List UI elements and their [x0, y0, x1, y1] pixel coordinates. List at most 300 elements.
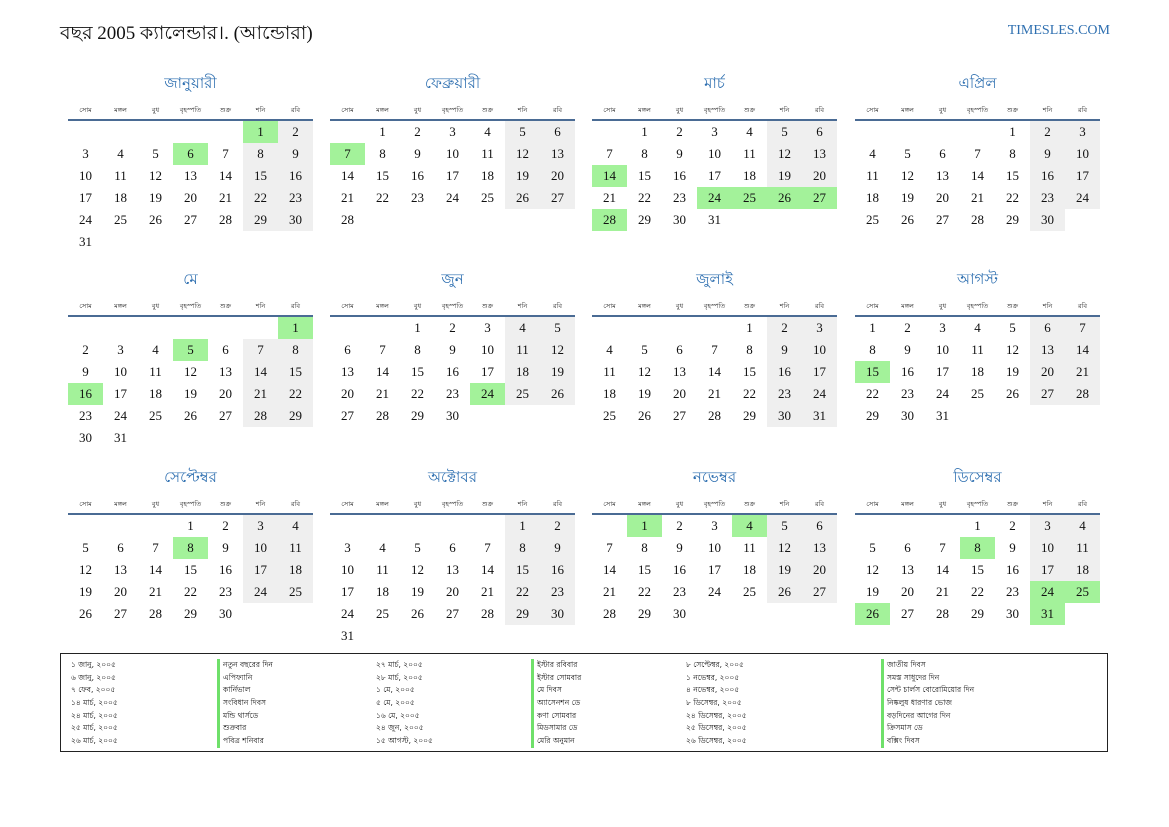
day-cell: 30	[767, 405, 802, 427]
day-cell: 12	[767, 537, 802, 559]
day-cell: 8	[746, 342, 753, 357]
day-cell: 16	[446, 364, 459, 379]
holiday-day-cell: 1	[627, 515, 662, 537]
empty-cell	[208, 317, 243, 339]
weekday-label: মঙ্গল	[114, 106, 127, 114]
day-cell: 30	[446, 408, 459, 423]
day-cell: 28	[243, 405, 278, 427]
day-cell: 30	[673, 212, 686, 227]
day-cell: 8	[414, 342, 421, 357]
day-cell: 1	[187, 518, 194, 533]
legend-date: ৮ ডিসেম্বর, ২০০৫	[686, 698, 742, 708]
day-cell: 25	[743, 584, 756, 599]
legend-date: ৮ সেপ্টেম্বর, ২০০৫	[686, 660, 744, 669]
day-cell: 22	[376, 190, 389, 205]
day-cell: 29	[184, 606, 197, 621]
month-title: জুন	[441, 272, 464, 288]
day-cell: 14	[376, 364, 389, 379]
day-cell: 28	[936, 606, 949, 621]
weekday-label: মঙ্গল	[376, 106, 389, 114]
day-cell: 7	[974, 146, 981, 161]
day-cell: 6	[802, 121, 837, 143]
legend-date: ২৪ জুন, ২০০৫	[376, 723, 424, 733]
day-cell: 20	[184, 190, 197, 205]
day-cell: 23	[446, 386, 459, 401]
empty-cell	[890, 515, 925, 537]
holiday-day-cell: 27	[802, 187, 837, 209]
day-cell: 11	[743, 540, 756, 555]
month-title: মার্চ	[704, 76, 725, 92]
day-cell: 10	[1030, 537, 1065, 559]
day-cell: 19	[505, 165, 540, 187]
weekday-label: শনি	[1042, 500, 1053, 508]
holiday-day-cell: 28	[592, 209, 627, 231]
month-block	[330, 268, 576, 458]
day-cell: 20	[540, 165, 575, 187]
weekday-label: সোম	[79, 500, 92, 508]
day-cell: 9	[676, 146, 683, 161]
day-cell: 12	[1006, 342, 1019, 357]
day-cell: 24	[114, 408, 127, 423]
day-cell: 29	[866, 408, 879, 423]
legend-date-column	[71, 659, 118, 748]
day-cell: 6	[117, 540, 124, 555]
empty-cell	[68, 121, 103, 143]
legend-date: ১৪ মার্চ, ২০০৫	[71, 698, 118, 708]
weekday-label: মঙ্গল	[114, 302, 127, 310]
day-cell: 17	[79, 190, 92, 205]
day-cell: 29	[243, 209, 278, 231]
day-cell: 11	[114, 168, 127, 183]
day-cell: 24	[802, 383, 837, 405]
day-cell: 3	[243, 515, 278, 537]
empty-cell	[330, 121, 365, 143]
day-cell: 20	[936, 190, 949, 205]
weekday-header	[592, 301, 837, 314]
legend-holiday-name: মেরি অনুমান	[531, 735, 581, 748]
day-cell: 16	[219, 562, 232, 577]
day-cell: 15	[638, 168, 651, 183]
day-cell: 15	[184, 562, 197, 577]
day-cell: 13	[341, 364, 354, 379]
day-cell: 16	[540, 559, 575, 581]
day-cell: 31	[936, 408, 949, 423]
day-cell: 7	[222, 146, 229, 161]
day-cell: 19	[767, 165, 802, 187]
day-cell: 21	[376, 386, 389, 401]
empty-cell	[855, 515, 890, 537]
day-cell: 24	[79, 212, 92, 227]
day-cell: 22	[638, 190, 651, 205]
day-cell: 21	[936, 584, 949, 599]
day-cell: 11	[603, 364, 616, 379]
month-block	[592, 268, 838, 458]
weekday-label: মঙ্গল	[901, 500, 914, 508]
day-cell: 24	[1065, 187, 1100, 209]
day-cell: 3	[1030, 515, 1065, 537]
day-cell: 31	[802, 405, 837, 427]
site-link[interactable]: TIMESLES.COM	[1007, 23, 1110, 38]
day-cell: 14	[243, 361, 278, 383]
day-cell: 15	[505, 559, 540, 581]
weekday-label: সোম	[341, 106, 354, 114]
month-title: ফেব্রুয়ারী	[424, 76, 481, 92]
day-cell: 26	[411, 606, 424, 621]
day-cell: 1	[869, 320, 876, 335]
legend-holiday-name: সমস্ত সাধুদের দিন	[881, 672, 974, 685]
day-cell: 22	[743, 386, 756, 401]
day-cell: 22	[278, 383, 313, 405]
holiday-day-cell: 25	[732, 187, 767, 209]
day-cell: 28	[376, 408, 389, 423]
day-cell: 13	[673, 364, 686, 379]
weekday-label: বৃহস্পতি	[966, 500, 989, 508]
holiday-day-cell: 5	[173, 339, 208, 361]
weekday-label: বুধ	[151, 302, 160, 310]
day-cell: 29	[278, 405, 313, 427]
day-cell: 16	[673, 168, 686, 183]
empty-cell	[400, 515, 435, 537]
day-cell: 4	[152, 342, 159, 357]
day-cell: 10	[936, 342, 949, 357]
day-cell: 25	[149, 408, 162, 423]
weekday-label: মঙ্গল	[376, 302, 389, 310]
empty-cell	[68, 317, 103, 339]
day-cell: 8	[379, 146, 386, 161]
legend-date: ২৪ মার্চ, ২০০৫	[71, 710, 118, 720]
day-cell: 27	[673, 408, 686, 423]
day-cell: 29	[505, 603, 540, 625]
holiday-day-cell: 14	[592, 165, 627, 187]
weekday-header	[68, 105, 313, 118]
day-cell: 9	[82, 364, 89, 379]
weekday-label: বুধ	[938, 500, 947, 508]
day-cell: 17	[341, 584, 354, 599]
day-cell: 6	[802, 515, 837, 537]
day-cell: 15	[1006, 168, 1019, 183]
day-cell: 21	[708, 386, 721, 401]
day-grid	[855, 317, 1100, 427]
day-cell: 4	[278, 515, 313, 537]
weekday-header	[330, 105, 575, 118]
day-cell: 27	[341, 408, 354, 423]
day-cell: 16	[901, 364, 914, 379]
day-cell: 7	[243, 339, 278, 361]
weekday-label: শনি	[255, 106, 266, 114]
page-title: বছর 2005 ক্যালেন্ডার।. (আন্ডোরা)	[60, 23, 313, 44]
weekday-label: রবি	[290, 302, 301, 310]
day-grid	[592, 515, 837, 625]
day-cell: 21	[341, 190, 354, 205]
day-cell: 4	[1065, 515, 1100, 537]
legend-holiday-name: ক্রিসমাস ডে	[881, 722, 974, 735]
day-cell: 25	[114, 212, 127, 227]
empty-cell	[138, 317, 173, 339]
legend-holiday-name: ইস্টার রবিবার	[531, 659, 581, 672]
day-cell: 26	[1006, 386, 1019, 401]
day-cell: 3	[939, 320, 946, 335]
day-cell: 28	[149, 606, 162, 621]
legend-date: ৭ ফেব, ২০০৫	[71, 685, 116, 695]
weekday-label: শনি	[1042, 302, 1053, 310]
day-cell: 28	[481, 606, 494, 621]
weekday-label: মঙ্গল	[638, 500, 651, 508]
legend-date: ১ জানু, ২০০৫	[71, 660, 116, 669]
day-cell: 9	[222, 540, 229, 555]
day-cell: 10	[708, 146, 721, 161]
day-cell: 20	[219, 386, 232, 401]
day-cell: 17	[243, 559, 278, 581]
month-title: ডিসেম্বর	[953, 470, 1002, 486]
day-grid	[68, 515, 313, 625]
month-title: সেপ্টেম্বর	[164, 470, 217, 486]
day-cell: 23	[1006, 584, 1019, 599]
day-cell: 1	[974, 518, 981, 533]
legend-holiday-name: নতুন বছরের দিন	[217, 659, 273, 672]
legend-date: ১৬ মে, ২০০৫	[376, 710, 420, 720]
weekday-label: শনি	[517, 106, 528, 114]
day-cell: 2	[414, 124, 421, 139]
day-cell: 8	[1009, 146, 1016, 161]
day-cell: 30	[1030, 209, 1065, 231]
day-cell: 31	[114, 430, 127, 445]
day-cell: 28	[341, 212, 354, 227]
day-cell: 25	[278, 581, 313, 603]
day-cell: 20	[673, 386, 686, 401]
day-cell: 19	[1006, 364, 1019, 379]
weekday-label: শুক্র	[743, 500, 756, 508]
legend-date: ১ নভেম্বর, ২০০৫	[686, 672, 740, 682]
day-cell: 27	[802, 581, 837, 603]
weekday-label: রবি	[814, 106, 825, 114]
day-cell: 10	[79, 168, 92, 183]
day-cell: 12	[767, 143, 802, 165]
day-cell: 15	[376, 168, 389, 183]
legend-date-column	[686, 659, 747, 748]
day-cell: 22	[971, 584, 984, 599]
day-cell: 18	[971, 364, 984, 379]
legend-date: ২৮ মার্চ, ২০০৫	[376, 672, 423, 682]
month-title: জানুয়ারী	[164, 76, 217, 92]
weekday-label: মঙ্গল	[114, 500, 127, 508]
legend-name-column	[531, 659, 581, 748]
weekday-header	[855, 301, 1100, 314]
weekday-label: শুক্র	[219, 500, 232, 508]
day-cell: 2	[1009, 518, 1016, 533]
empty-cell	[68, 515, 103, 537]
day-cell: 20	[114, 584, 127, 599]
day-cell: 20	[446, 584, 459, 599]
day-cell: 17	[936, 364, 949, 379]
day-cell: 1	[746, 320, 753, 335]
day-cell: 2	[82, 342, 89, 357]
day-cell: 27	[1030, 383, 1065, 405]
legend-holiday-name: পবিত্র শনিবার	[217, 735, 273, 748]
weekday-label: রবি	[814, 500, 825, 508]
weekday-label: বৃহস্পতি	[441, 106, 464, 114]
day-cell: 28	[971, 212, 984, 227]
legend-date-column	[376, 659, 433, 748]
day-cell: 19	[638, 386, 651, 401]
day-cell: 2	[540, 515, 575, 537]
legend-name-column	[217, 659, 273, 748]
weekday-label: বুধ	[938, 106, 947, 114]
weekday-label: শনি	[517, 302, 528, 310]
holiday-day-cell: 4	[732, 515, 767, 537]
day-cell: 1	[379, 124, 386, 139]
holiday-legend	[60, 653, 1108, 752]
day-grid	[330, 121, 575, 231]
day-cell: 2	[1030, 121, 1065, 143]
day-cell: 3	[484, 320, 491, 335]
month-title: জুলাই	[696, 272, 733, 288]
weekday-label: বৃহস্পতি	[179, 302, 202, 310]
day-cell: 10	[708, 540, 721, 555]
day-cell: 28	[603, 606, 616, 621]
day-cell: 4	[379, 540, 386, 555]
weekday-label: বৃহস্পতি	[441, 302, 464, 310]
day-cell: 14	[481, 562, 494, 577]
month-block	[330, 466, 576, 656]
day-cell: 2	[676, 124, 683, 139]
day-cell: 30	[1006, 606, 1019, 621]
weekday-header	[855, 105, 1100, 118]
day-cell: 2	[767, 317, 802, 339]
day-cell: 20	[901, 584, 914, 599]
day-cell: 5	[904, 146, 911, 161]
legend-date: ১ মে, ২০০৫	[376, 685, 415, 695]
day-cell: 12	[866, 562, 879, 577]
day-cell: 3	[711, 518, 718, 533]
weekday-label: শনি	[517, 500, 528, 508]
weekday-label: শুক্র	[219, 302, 232, 310]
day-cell: 12	[540, 339, 575, 361]
weekday-label: শনি	[779, 302, 790, 310]
weekday-label: শনি	[1042, 106, 1053, 114]
day-cell: 6	[344, 342, 351, 357]
day-cell: 9	[676, 540, 683, 555]
day-cell: 7	[711, 342, 718, 357]
month-title: মে	[183, 272, 198, 288]
weekday-label: বুধ	[151, 500, 160, 508]
weekday-label: রবি	[814, 302, 825, 310]
day-cell: 28	[219, 212, 232, 227]
day-cell: 13	[184, 168, 197, 183]
day-cell: 19	[79, 584, 92, 599]
day-cell: 11	[505, 339, 540, 361]
day-cell: 15	[411, 364, 424, 379]
holiday-day-cell: 31	[1030, 603, 1065, 625]
weekday-label: বৃহস্পতি	[703, 106, 726, 114]
legend-holiday-name: অ্যাসেনশন ডে	[531, 697, 581, 710]
weekday-label: রবি	[290, 500, 301, 508]
day-cell: 6	[540, 121, 575, 143]
day-cell: 13	[901, 562, 914, 577]
day-cell: 1	[505, 515, 540, 537]
weekday-label: সোম	[866, 500, 879, 508]
day-cell: 18	[505, 361, 540, 383]
day-cell: 8	[505, 537, 540, 559]
month-block	[68, 268, 314, 458]
holiday-day-cell: 7	[330, 143, 365, 165]
day-cell: 14	[149, 562, 162, 577]
day-cell: 12	[901, 168, 914, 183]
day-cell: 13	[802, 143, 837, 165]
month-block	[592, 466, 838, 656]
day-cell: 12	[505, 143, 540, 165]
month-block	[330, 72, 576, 262]
weekday-label: রবি	[1077, 302, 1088, 310]
day-cell: 15	[971, 562, 984, 577]
day-cell: 21	[971, 190, 984, 205]
holiday-day-cell: 25	[1065, 581, 1100, 603]
holiday-day-cell: 6	[173, 143, 208, 165]
empty-cell	[243, 317, 278, 339]
day-grid	[855, 515, 1100, 625]
day-cell: 22	[505, 581, 540, 603]
day-cell: 21	[1065, 361, 1100, 383]
weekday-label: সোম	[341, 302, 354, 310]
day-cell: 3	[82, 146, 89, 161]
legend-holiday-name: বড়দিনের আগের দিন	[881, 710, 974, 723]
empty-cell	[435, 515, 470, 537]
day-cell: 18	[278, 559, 313, 581]
day-cell: 20	[802, 559, 837, 581]
legend-date: ২৬ মার্চ, ২০০৫	[71, 736, 118, 746]
legend-holiday-name: কণা সোমবার	[531, 710, 581, 723]
weekday-label: বৃহস্পতি	[179, 500, 202, 508]
holiday-day-cell: 24	[1030, 581, 1065, 603]
month-title: নভেম্বর	[692, 470, 737, 486]
day-cell: 16	[1006, 562, 1019, 577]
day-cell: 11	[278, 537, 313, 559]
day-cell: 31	[79, 234, 92, 249]
day-cell: 28	[708, 408, 721, 423]
day-cell: 11	[376, 562, 389, 577]
day-cell: 5	[505, 121, 540, 143]
day-cell: 9	[414, 146, 421, 161]
day-cell: 3	[117, 342, 124, 357]
legend-holiday-name: এপিফ্যানি	[217, 672, 273, 685]
empty-cell	[330, 515, 365, 537]
day-cell: 26	[149, 212, 162, 227]
weekday-label: মঙ্গল	[901, 302, 914, 310]
day-cell: 3	[802, 317, 837, 339]
day-cell: 6	[676, 342, 683, 357]
empty-cell	[592, 121, 627, 143]
holiday-day-cell: 1	[243, 121, 278, 143]
weekday-label: শনি	[779, 106, 790, 114]
weekday-label: মঙ্গল	[638, 302, 651, 310]
day-cell: 9	[1030, 143, 1065, 165]
day-cell: 23	[219, 584, 232, 599]
legend-holiday-name: ইস্টার সোমবার	[531, 672, 581, 685]
day-cell: 3	[449, 124, 456, 139]
day-grid	[330, 317, 575, 427]
day-cell: 19	[866, 584, 879, 599]
day-cell: 8	[243, 143, 278, 165]
holiday-day-cell: 16	[68, 383, 103, 405]
day-cell: 19	[411, 584, 424, 599]
weekday-label: সোম	[79, 106, 92, 114]
empty-cell	[103, 317, 138, 339]
day-cell: 10	[243, 537, 278, 559]
weekday-label: বৃহস্পতি	[441, 500, 464, 508]
day-cell: 19	[901, 190, 914, 205]
day-cell: 16	[673, 562, 686, 577]
weekday-label: শুক্র	[743, 106, 756, 114]
day-cell: 24	[341, 606, 354, 621]
